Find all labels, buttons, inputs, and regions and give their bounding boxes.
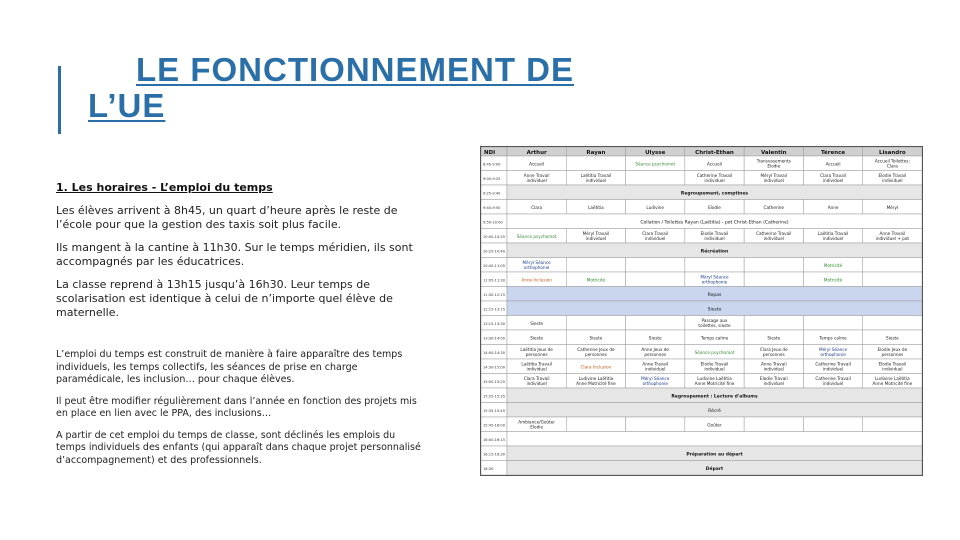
timetable-span-label: Repas	[707, 292, 722, 298]
timetable-cell-label: Anne Motricité fine	[872, 380, 913, 386]
timetable-cell-label: individuel	[822, 380, 844, 386]
timetable-time-label: 15:25-15:35	[483, 394, 506, 399]
timetable-cell-label: Anne	[827, 204, 839, 210]
timetable-cell-label: personnes	[762, 351, 785, 357]
timetable-cell-label: Anne Travail	[523, 172, 550, 178]
timetable-cell	[744, 316, 803, 331]
timetable-cell-label: individuel	[822, 177, 844, 183]
timetable-cell-label: Elodie Travail	[759, 375, 788, 381]
timetable-span-label: Sieste	[707, 307, 722, 313]
timetable-time-label: 8:45-9:00	[483, 162, 501, 167]
timetable-time-label: 10:00-10:25	[483, 234, 506, 239]
timetable-cell	[744, 258, 803, 273]
timetable-cell-label: individuel	[763, 366, 784, 372]
timetable-header-label: Valentin	[760, 150, 787, 156]
timetable-cell-label: Laëtitia	[588, 204, 604, 210]
timetable-cell-label: orthophonie	[642, 380, 668, 386]
timetable-cell	[863, 417, 922, 432]
title-line-1: LE FONCTIONNEMENT DE	[136, 51, 574, 88]
timetable-cell-label: Clara	[531, 204, 543, 210]
timetable-cell-label: individuel	[585, 235, 607, 241]
timetable-cell	[803, 417, 862, 432]
timetable-header-label: Lisandro	[878, 150, 906, 156]
timetable-cell-label: individuel	[882, 366, 903, 372]
timetable-cell-label: Laëtitia Travail	[521, 361, 552, 367]
timetable-cell-label: Anne Jeux de	[641, 346, 670, 352]
timetable-cell-label: Anne Travail	[642, 361, 669, 367]
timetable-cell-label: individuel	[585, 177, 607, 183]
text-content	[56, 181, 424, 476]
timetable-cell-label: orthophonie	[523, 264, 550, 270]
timetable-header-label: Térence	[821, 150, 846, 156]
timetable-time-label: 16:15-16:30	[483, 452, 506, 457]
timetable-cell	[566, 417, 625, 432]
timetable-cell	[626, 258, 685, 273]
timetable-cell-label: Elodie Travail	[700, 230, 729, 236]
timetable-span-label: Regroupement, comptines	[680, 191, 749, 197]
timetable-cell-label: Clara Travail	[523, 375, 550, 381]
timetable-cell	[626, 417, 685, 432]
paragraph-modification: Il peut être modifier régulièrement dans l’année en fonction des projets mis en place en lien avec le PPA, des inclusions…	[56, 395, 417, 419]
timetable-cell	[626, 272, 685, 287]
timetable-cell-label: Elodie Travail	[878, 172, 907, 178]
timetable-time-label: 9:40-9:50	[483, 205, 501, 210]
timetable-cell-label: Catherine	[763, 204, 785, 210]
timetable-cell-label: individuel	[822, 235, 844, 241]
timetable-cell	[566, 258, 625, 273]
timetable-corner-label: NDI	[484, 150, 496, 156]
timetable-cell-label: Laëtitia Jeux de	[520, 346, 553, 352]
timetable-cell-label: Anne Travail	[760, 361, 787, 367]
timetable-time-label: 15:00-15:25	[483, 379, 506, 384]
timetable-time-label: 9:25-9:40	[483, 191, 501, 196]
timetable-cell-label: Laëtitia Travail	[580, 172, 612, 178]
timetable-span-label: Départ	[705, 466, 724, 472]
timetable-time-label: 11:05-11:30	[483, 278, 506, 283]
timetable-cell-label: individuel	[763, 380, 784, 386]
timetable-cell-label: Sieste	[767, 335, 781, 341]
timetable-cell	[803, 316, 862, 331]
timetable-cell-label: individuel	[645, 235, 666, 241]
timetable-cell-label: Elodie Travail	[700, 361, 729, 367]
timetable-cell-label: Catherine Travail	[756, 230, 792, 236]
timetable-time-label: 10:25-10:40	[483, 249, 506, 254]
timetable-cell-label: Méryl Séance	[700, 274, 729, 280]
timetable-cell-label: individuel	[704, 235, 725, 241]
timetable-cell-label: Accueil	[825, 161, 841, 167]
timetable-cell-label: Anne Travail	[879, 230, 906, 236]
timetable-cell-label: Motricité	[823, 277, 843, 283]
timetable-cell-label: Anne Motricité fine	[694, 380, 735, 386]
timetable-cell-label: individuel	[526, 366, 547, 372]
timetable-time-label: 13:15-13:30	[483, 321, 506, 326]
timetable-cell-label: personnes	[881, 351, 904, 357]
timetable-cell-label: Méryl Séance	[522, 259, 551, 265]
timetable-cell-label: individuel	[763, 235, 784, 241]
timetable-cell-label: individuel	[704, 177, 725, 183]
timetable-cell-label: individuel	[645, 366, 666, 372]
timetable-time-label: 15:35-15:45	[483, 408, 506, 413]
timetable-cell	[863, 316, 922, 331]
timetable-cell-label: Accueil	[707, 161, 722, 167]
timetable-span-cell	[507, 432, 922, 447]
timetable-cell-label: Sieste	[530, 335, 544, 341]
timetable-time-label: 16:00-16:15	[483, 437, 506, 442]
timetable-cell-label: Elodie	[530, 424, 544, 430]
timetable-cell	[863, 272, 922, 287]
timetable-cell-label: individuel	[882, 177, 903, 183]
timetable-cell-label: Ludivine	[646, 204, 665, 210]
timetable-span-label: Regroupement : Lecture d'albums	[671, 394, 758, 400]
timetable-span-label: Collation / Toilettes Rayan (Laëtitia) - pot Christ-Ethan (Catherine)	[640, 220, 789, 226]
timetable-cell	[863, 258, 922, 273]
timetable-cell-label: Accueil	[529, 161, 545, 167]
timetable-cell-label: Clara Travail	[642, 230, 669, 236]
timetable-grid	[481, 147, 922, 475]
timetable-cell-label: Anne Inclusion	[521, 277, 552, 283]
timetable-cell-label: Catherine Travail	[815, 375, 851, 381]
timetable-time-label: 14:30-15:00	[483, 365, 506, 370]
timetable-cell-label: Méryl Travail	[760, 172, 788, 178]
timetable-cell-label: personnes	[644, 351, 667, 357]
timetable-cell	[566, 156, 625, 171]
timetable-cell-label: Catherine Travail	[815, 361, 851, 367]
timetable-cell-label: Séance psychomot	[694, 349, 735, 355]
timetable-cell-label: Catherine Jeux de	[577, 346, 615, 352]
timetable-cell-label: orthophonie	[701, 279, 728, 285]
timetable-cell-label: Goûter	[707, 422, 722, 428]
timetable-cell-label: Temps calme	[700, 335, 729, 341]
timetable-cell-label: Elodie	[767, 163, 781, 169]
timetable-cell-label: Ludivine Laëtitia	[875, 375, 910, 381]
timetable-span-label: Préparation au départ	[686, 452, 743, 458]
timetable-cell	[744, 272, 803, 287]
section-heading: 1. Les horaires - L’emploi du temps	[56, 181, 273, 194]
timetable-cell-label: Ludivine Laëtitia	[578, 375, 614, 381]
paragraph-construction: L’emploi du temps est construit de manière à faire apparaître des temps individuels, les temps collectifs, les séances de prise en charge paramédicale, les inclusion… pour chaque élèves.	[56, 349, 403, 385]
timetable-cell	[626, 316, 685, 331]
timetable-cell-label: Motricité	[586, 277, 606, 283]
timetable-time-label: 14:00-14:30	[483, 350, 506, 355]
timetable-image	[480, 146, 923, 476]
timetable-cell-label: Ludivine Laëtitia	[697, 375, 732, 381]
timetable-cell-label: Séance psychomot	[516, 233, 557, 239]
timetable-cell-label: Laëtitia Travail	[817, 230, 849, 236]
timetable-cell-label: Catherine Travail	[696, 172, 733, 178]
timetable-cell	[626, 171, 685, 186]
timetable-cell-label: personnes	[585, 351, 607, 357]
timetable-cell-label: Clara	[886, 163, 898, 169]
timetable-cell-label: Ambiance/Goûter	[518, 419, 555, 425]
timetable-cell-label: Méryl Séance	[641, 375, 670, 381]
title-line-2: L’UE	[88, 87, 166, 124]
timetable-time-label: 13:30-14:00	[483, 336, 506, 341]
timetable-cell	[685, 258, 744, 273]
timetable-cell-label: Elodie Travail	[878, 361, 907, 367]
timetable-span-label: Récréation	[700, 249, 729, 255]
timetable-header-label: Ulysse	[645, 150, 666, 156]
timetable-cell-label: Sieste	[648, 335, 662, 341]
paragraph-afternoon: La classe reprend à 13h15 jusqu’à 16h30. Leur temps de scolarisation est identique à celui de n’importe quel élève de maternelle.	[56, 278, 393, 319]
timetable-cell-label: Accueil Toilettes:	[874, 158, 910, 164]
timetable-cell-label: Clara Jeux de	[759, 346, 788, 352]
timetable-cell-label: orthophonie	[820, 351, 846, 357]
timetable-time-label: 15:45-16:00	[483, 423, 506, 428]
timetable-cell-label: Séance psychomot	[635, 161, 676, 167]
timetable-cell-label: individuel	[704, 366, 725, 372]
timetable-cell-label: Anne Motricité fine	[576, 380, 616, 386]
timetable-cell-label: Sieste	[530, 320, 544, 326]
timetable-time-label: 16:30	[483, 466, 494, 471]
timetable-cell-label: Clara Travail	[820, 172, 847, 178]
timetable-cell-label: individuel + pot	[875, 235, 910, 241]
timetable-time-label: 10:40-11:05	[483, 263, 506, 268]
timetable-cell-label: Elodie Jeux de	[877, 346, 908, 352]
timetable-cell-label: Elodie	[708, 204, 721, 210]
timetable-cell-label: personnes	[525, 351, 548, 357]
timetable-cell-label: Sieste	[589, 335, 603, 341]
timetable-cell-label: Motricité	[823, 262, 843, 268]
timetable-cell-label: Méryl	[886, 204, 899, 210]
paragraph-lunch: Ils mangent à la cantine à 11h30. Sur le temps méridien, ils sont accompagnés par les éducatrices.	[56, 241, 413, 268]
paragraph-arrival: Les élèves arrivent à 8h45, un quart d’heure après le reste de l’école pour que la gestion des taxis soit plus facile.	[56, 204, 398, 231]
title-accent-bar	[58, 66, 61, 134]
timetable-cell-label: Méryl Travail	[582, 230, 610, 236]
paragraph-individual: A partir de cet emploi du temps de classe, sont déclinés les emplois du temps individuels des enfants (qui apparaît dans chaque projet personnalisé d’accompagnement) et des professionnels.	[56, 429, 421, 466]
timetable-cell-label: Passage aux	[701, 317, 728, 323]
timetable-header-label: Rayan	[586, 150, 606, 156]
timetable-cell-label: individuel	[526, 177, 547, 183]
timetable-time-label: 11:30-12:15	[483, 292, 506, 297]
timetable-time-label: 9:00-9:25	[483, 176, 501, 181]
timetable-cell	[744, 417, 803, 432]
page-title	[88, 52, 688, 124]
timetable-time-label: 12:15-13:15	[483, 307, 506, 312]
timetable-time-label: 9:50-10:00	[483, 220, 503, 225]
timetable-span-label: Récré	[708, 408, 721, 414]
timetable-header-label: Arthur	[526, 150, 547, 156]
timetable-cell-label: Temps calme	[819, 335, 847, 341]
timetable-cell-label: individuel	[526, 380, 547, 386]
timetable-cell-label: Clara Inclusion	[580, 364, 612, 370]
timetable-cell-label: toilettes, sieste	[698, 322, 731, 328]
timetable-header-label: Christ-Ethan	[695, 150, 734, 156]
timetable-cell-label: individuel	[763, 177, 784, 183]
timetable-cell	[566, 316, 625, 331]
timetable-cell-label: individuel	[822, 366, 844, 372]
timetable-cell-label: Méryl Séance	[818, 346, 848, 352]
timetable-cell-label: Sieste	[885, 335, 899, 341]
timetable-cell-label: Transvasements	[756, 158, 791, 164]
